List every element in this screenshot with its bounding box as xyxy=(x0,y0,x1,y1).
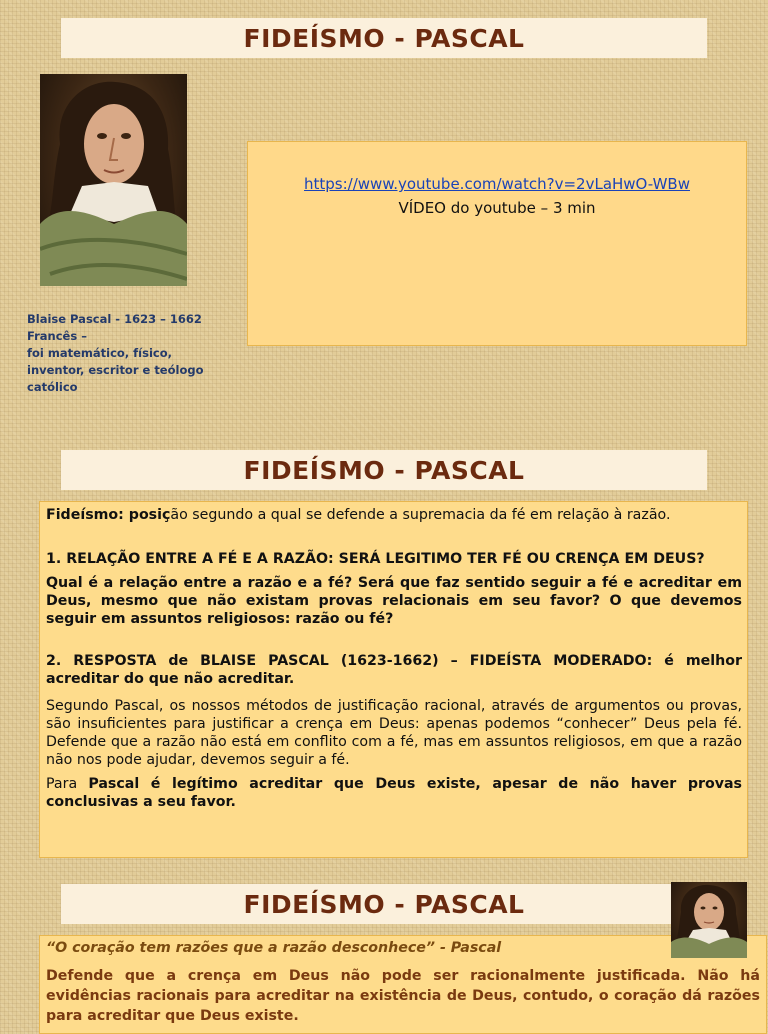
conclusion-prefix: Para xyxy=(46,776,89,792)
fideism-content-box xyxy=(39,501,748,858)
video-box xyxy=(247,141,747,346)
video-description: VÍDEO do youtube – 3 min xyxy=(398,199,596,217)
conclusion-paragraph xyxy=(46,775,742,811)
caption-line: católico xyxy=(27,380,78,394)
section2-body: Segundo Pascal, os nossos métodos de justificação racional, através de argumentos ou provas, são insuficientes para justificar a crença em Deus: apenas podemos “conhecer” Deus pela fé. Defende que a razão não está em conflito com a fé, mas em assuntos religiosos, em que a razão não nos pode ajudar, devemos seguir a fé. xyxy=(46,698,742,768)
definition-text: ão segundo a qual se defende a supremacia da fé em relação à razão. xyxy=(170,507,671,523)
slide1-title: FIDEÍSMO - PASCAL xyxy=(61,18,707,58)
quote-body: Defende que a crença em Deus não pode ser racionalmente justificada. Não há evidências racionais para acreditar na existência de Deus, contudo, o coração dá razões para acreditar que Deus existe. xyxy=(46,968,760,1024)
caption-line: foi matemático, físico, xyxy=(27,346,172,360)
slide3-title: FIDEÍSMO - PASCAL xyxy=(61,884,707,924)
caption-line: Francês – xyxy=(27,329,87,343)
pascal-portrait-small xyxy=(671,882,747,958)
pascal-quote: “O coração tem razões que a razão desconhece” - Pascal xyxy=(46,940,502,956)
caption-line: Blaise Pascal - 1623 – 1662 xyxy=(27,312,202,326)
pascal-portrait xyxy=(40,74,187,286)
definition-paragraph xyxy=(46,506,742,524)
section1-questions: Qual é a relação entre a razão e a fé? Será que faz sentido seguir a fé e acreditar em Deus, mesmo que não existam provas relacionais em seu favor? O que devemos seguir em assuntos religiosos: razão ou fé? xyxy=(46,575,742,627)
conclusion-bold: Pascal é legítimo acreditar que Deus existe, apesar de não haver provas conclusivas a seu favor. xyxy=(46,776,742,810)
quote-box xyxy=(39,935,767,1034)
slide2-title: FIDEÍSMO - PASCAL xyxy=(61,450,707,490)
youtube-link[interactable]: https://www.youtube.com/watch?v=2vLaHwO-WBw xyxy=(304,175,690,193)
caption-line: inventor, escritor e teólogo xyxy=(27,363,204,377)
section1-heading: 1. RELAÇÃO ENTRE A FÉ E A RAZÃO: SERÁ LEGITIMO TER FÉ OU CRENÇA EM DEUS? xyxy=(46,551,705,567)
definition-term: Fideísmo: posiç xyxy=(46,507,171,523)
portrait-caption xyxy=(27,311,207,396)
section2-heading: 2. RESPOSTA de BLAISE PASCAL (1623-1662) – FIDEÍSTA MODERADO: é melhor acreditar do que não acreditar. xyxy=(46,653,742,687)
